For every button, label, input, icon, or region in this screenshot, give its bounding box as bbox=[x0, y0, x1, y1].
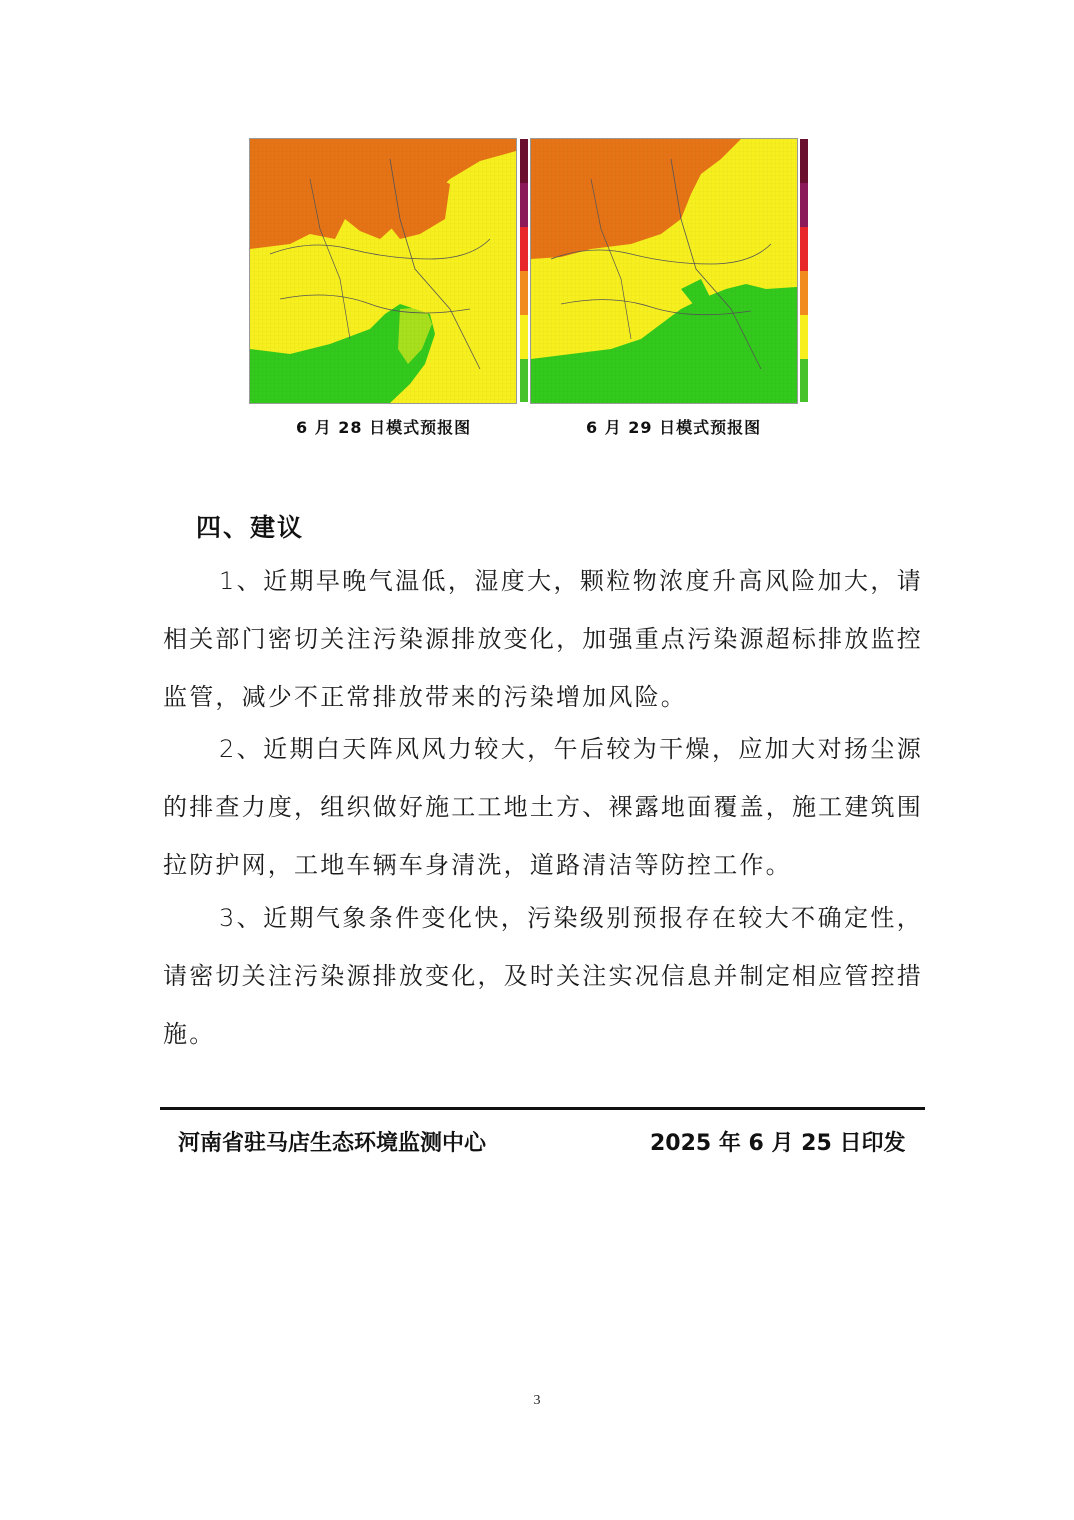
issue-date: 2025 年 6 月 25 日印发 bbox=[650, 1131, 906, 1156]
colorbar-graphic bbox=[800, 139, 808, 402]
paragraph: 1、近期早晚气温低，湿度大，颗粒物浓度升高风险加大，请相关部门密切关注污染源排放变化，加强重点污染源超标排放监控监管，减少不正常排放带来的污染增加风险。 bbox=[163, 567, 923, 711]
map-graphic-jun28 bbox=[250, 139, 516, 403]
forecast-map-jun28 bbox=[249, 138, 517, 404]
wind-grid bbox=[250, 139, 516, 403]
figure-caption-jun29: 6 月 29 日模式预报图 bbox=[586, 418, 762, 437]
map-graphic-jun29 bbox=[531, 139, 797, 403]
legend-colorbar-right bbox=[800, 139, 808, 402]
issuing-organization: 河南省驻马店生态环境监测中心 bbox=[178, 1131, 487, 1156]
paragraph: 3、近期气象条件变化快，污染级别预报存在较大不确定性，请密切关注污染源排放变化，及时关注实况信息并制定相应管控措施。 bbox=[163, 904, 923, 1048]
footer-divider bbox=[160, 1107, 925, 1110]
wind-grid bbox=[531, 139, 797, 403]
forecast-map-jun29 bbox=[530, 138, 798, 404]
section-heading: 四、建议 bbox=[196, 513, 305, 542]
legend-colorbar-left bbox=[520, 139, 528, 402]
page-number: 3 bbox=[533, 1393, 541, 1408]
colorbar-graphic bbox=[520, 139, 528, 402]
figure-caption-jun28: 6 月 28 日模式预报图 bbox=[296, 418, 472, 437]
paragraph: 2、近期白天阵风风力较大，午后较为干燥，应加大对扬尘源的排查力度，组织做好施工工地土方、裸露地面覆盖，施工建筑围拉防护网，工地车辆车身清洗，道路清洁等防控工作。 bbox=[163, 735, 923, 879]
